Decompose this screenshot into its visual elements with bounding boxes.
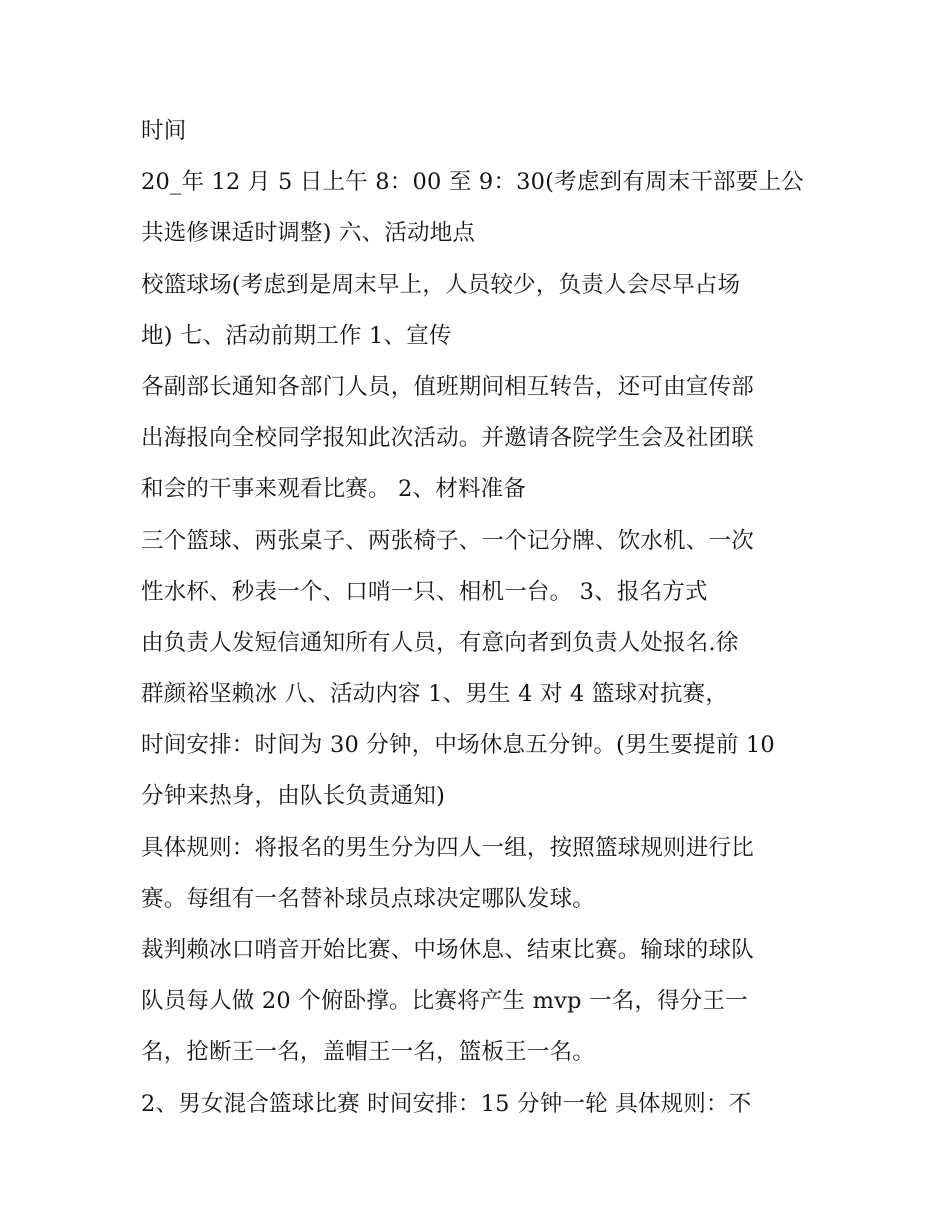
text-line: 20_年 12 月 5 日上午 8：00 至 9：30(考虑到有周末干部要上公 <box>141 169 804 196</box>
document-body <box>141 106 821 1130</box>
text-line: 时间安排：时间为 30 分钟，中场休息五分钟。(男生要提前 10 <box>141 732 775 759</box>
text-line: 出海报向全校同学报知此次活动。并邀请各院学生会及社团联 <box>141 425 754 452</box>
text-line: 和会的干事来观看比赛。 2、材料准备 <box>141 476 527 503</box>
text-line: 各副部长通知各部门人员，值班期间相互转告，还可由宣传部 <box>141 373 754 400</box>
text-line: 共选修课适时调整) 六、活动地点 <box>141 220 476 247</box>
text-line: 校篮球场(考虑到是周末早上，人员较少，负责人会尽早占场 <box>141 271 741 298</box>
text-line: 队员每人做 20 个俯卧撑。比赛将产生 mvp 一名，得分王一 <box>141 988 748 1015</box>
text-line: 分钟来热身，由队长负责通知) <box>141 783 446 810</box>
text-line: 地) 七、活动前期工作 1、宣传 <box>141 322 452 349</box>
text-line: 三个篮球、两张桌子、两张椅子、一个记分牌、饮水机、一次 <box>141 527 754 554</box>
text-line: 时间 <box>141 118 187 144</box>
text-line: 性水杯、秒表一个、口哨一只、相机一台。 3、报名方式 <box>141 578 708 605</box>
text-line: 2、男女混合篮球比赛 时间安排：15 分钟一轮 具体规则：不 <box>141 1090 752 1117</box>
text-line: 赛。每组有一名替补球员点球决定哪队发球。 <box>141 885 596 912</box>
text-line: 名，抢断王一名，盖帽王一名，篮板王一名。 <box>141 1039 596 1066</box>
text-line: 具体规则：将报名的男生分为四人一组，按照篮球规则进行比 <box>141 834 754 861</box>
text-line: 裁判赖冰口哨音开始比赛、中场休息、结束比赛。输球的球队 <box>141 937 754 963</box>
text-line: 群颜裕坚赖冰 八、活动内容 1、男生 4 对 4 篮球对抗赛， <box>141 681 729 708</box>
text-line: 由负责人发短信通知所有人员，有意向者到负责人处报名.徐 <box>141 629 739 656</box>
